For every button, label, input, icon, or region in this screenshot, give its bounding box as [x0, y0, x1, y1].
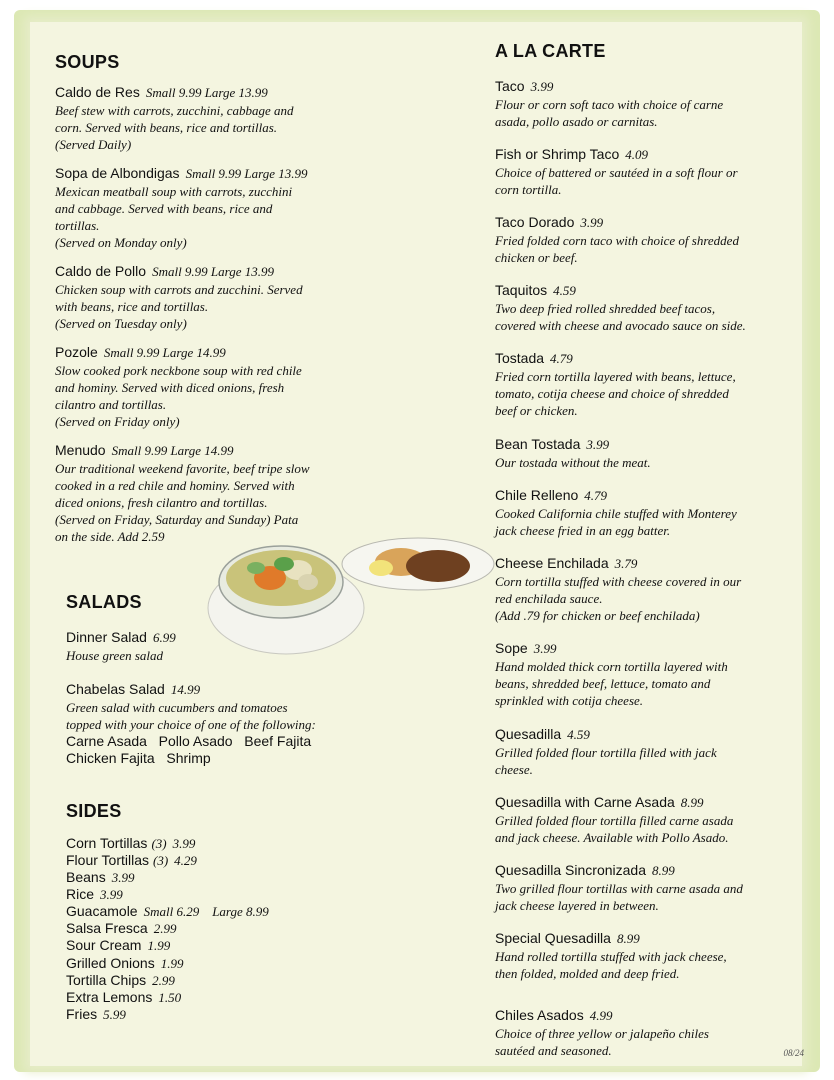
item-price: 3.99 — [586, 437, 610, 452]
item-name: Grilled Onions — [66, 955, 155, 971]
sides-heading: SIDES — [66, 801, 122, 821]
item-name: Salsa Fresca — [66, 920, 148, 936]
side-item — [66, 835, 195, 852]
desc-line: sautéed and seasoned. — [495, 1043, 612, 1058]
desc-line: chicken or beef. — [495, 250, 578, 265]
menu-item — [55, 344, 355, 430]
desc-line: Choice of three yellow or jalapeño chiles — [495, 1026, 709, 1041]
desc-line: (Served on Tuesday only) — [55, 316, 187, 331]
menu-item — [495, 146, 795, 198]
menu-item — [495, 350, 795, 419]
item-description — [495, 880, 795, 914]
desc-line: topped with your choice of one of the following: — [66, 717, 316, 732]
item-description — [495, 505, 795, 539]
item-price: 1.50 — [158, 990, 182, 1005]
desc-line: (Served on Monday only) — [55, 235, 187, 250]
item-price: 8.99 — [651, 863, 675, 878]
item-qty: (3) — [153, 853, 169, 868]
desc-line: Fried folded corn taco with choice of shredded — [495, 233, 739, 248]
desc-line: beef or chicken. — [495, 403, 578, 418]
item-price: Small 9.99 Large 13.99 — [152, 264, 275, 279]
item-price: 4.79 — [550, 351, 573, 366]
item-description — [495, 164, 795, 198]
desc-line: House green salad — [66, 648, 164, 663]
item-price: 8.99 — [680, 795, 704, 810]
item-price: 4.59 — [567, 727, 590, 742]
item-price: 4.09 — [625, 147, 648, 162]
menu-item — [55, 84, 355, 153]
desc-line: Mexican meatball soup with carrots, zucchini — [55, 184, 293, 199]
item-description — [495, 300, 795, 334]
item-name: Sour Cream — [66, 937, 142, 953]
item-name: Caldo de Res — [55, 84, 140, 100]
menu-item — [495, 282, 795, 334]
desc-line: Grilled folded flour tortilla filled with jack — [495, 745, 717, 760]
item-name: Tostada — [495, 350, 545, 366]
desc-line: and jack cheese. Available with Pollo Asado. — [495, 830, 729, 845]
salads-heading: SALADS — [66, 592, 142, 612]
item-description — [495, 1025, 795, 1059]
desc-line: on the side. Add 2.59 — [55, 529, 165, 544]
item-description — [495, 744, 795, 778]
item-name: Fish or Shrimp Taco — [495, 146, 620, 162]
item-name: Guacamole — [66, 903, 138, 919]
side-item — [66, 955, 183, 972]
item-price: Small 9.99 Large 14.99 — [103, 345, 226, 360]
item-description — [495, 368, 795, 419]
side-item — [66, 972, 175, 989]
item-name: Fries — [66, 1006, 98, 1022]
menu-item — [495, 862, 795, 914]
revision-date: 08/24 — [783, 1048, 804, 1058]
menu-item — [495, 640, 795, 709]
item-description — [66, 699, 366, 733]
menu-item — [495, 794, 795, 846]
desc-line: corn. Served with beans, rice and tortillas. — [55, 120, 278, 135]
side-item — [66, 1006, 126, 1023]
salad-option-line: Carne Asada Pollo Asado Beef Fajita — [66, 733, 312, 749]
desc-line: Fried corn tortilla layered with beans, lettuce, — [495, 369, 736, 384]
item-name: Menudo — [55, 442, 106, 458]
desc-line: red enchilada sauce. — [495, 591, 603, 606]
item-name: Flour Tortillas — [66, 852, 149, 868]
item-name: Taco Dorado — [495, 214, 575, 230]
desc-line: Two grilled flour tortillas with carne asada and — [495, 881, 743, 896]
menu-item — [495, 436, 795, 471]
item-price: 4.59 — [553, 283, 576, 298]
desc-line: Chicken soup with carrots and zucchini. Served — [55, 282, 303, 297]
desc-line: Grilled folded flour tortilla filled carne asada — [495, 813, 734, 828]
desc-line: with beans, rice and tortillas. — [55, 299, 209, 314]
item-description — [495, 812, 795, 846]
item-name: Quesadilla with Carne Asada — [495, 794, 675, 810]
desc-line: Two deep fried rolled shredded beef tacos, — [495, 301, 716, 316]
item-name: Extra Lemons — [66, 989, 153, 1005]
item-name: Quesadilla — [495, 726, 562, 742]
item-name: Chile Relleno — [495, 487, 579, 503]
menu-item — [55, 263, 355, 332]
item-name: Dinner Salad — [66, 629, 147, 645]
desc-line: (Served on Friday, Saturday and Sunday) Pata — [55, 512, 299, 527]
menu-item — [495, 555, 795, 624]
desc-line: and cabbage. Served with beans, rice and — [55, 201, 273, 216]
item-name: Tortilla Chips — [66, 972, 147, 988]
item-price: 3.99 — [580, 215, 604, 230]
side-item — [66, 903, 269, 920]
item-name: Cheese Enchilada — [495, 555, 609, 571]
item-price: 3.99 — [100, 887, 123, 902]
item-description — [55, 102, 355, 153]
item-name: Pozole — [55, 344, 98, 360]
item-price: 3.99 — [530, 79, 554, 94]
item-price: 2.99 — [153, 921, 177, 936]
desc-line: tortillas. — [55, 218, 100, 233]
desc-line: (Add .79 for chicken or beef enchilada) — [495, 608, 700, 623]
item-price: 2.99 — [152, 973, 175, 988]
desc-line: then folded, molded and deep fried. — [495, 966, 680, 981]
desc-line: corn tortilla. — [495, 182, 562, 197]
item-price: 3.79 — [614, 556, 638, 571]
item-price: 1.99 — [147, 938, 171, 953]
item-price: 4.29 — [174, 853, 197, 868]
item-name: Special Quesadilla — [495, 930, 611, 946]
item-description — [55, 281, 355, 332]
desc-line: jack cheese layered in between. — [495, 898, 659, 913]
desc-line: covered with cheese and avocado sauce on side. — [495, 318, 746, 333]
desc-line: beans, shredded beef, lettuce, tomato and — [495, 676, 711, 691]
desc-line: Our traditional weekend favorite, beef tripe slow — [55, 461, 310, 476]
item-name: Quesadilla Sincronizada — [495, 862, 646, 878]
desc-line: Corn tortilla stuffed with cheese covered in our — [495, 574, 742, 589]
menu-item — [495, 487, 795, 539]
item-price: 14.99 — [170, 682, 201, 697]
item-name: Sopa de Albondigas — [55, 165, 180, 181]
side-item — [66, 852, 197, 869]
item-price: 3.99 — [111, 870, 135, 885]
item-price: 4.79 — [584, 488, 608, 503]
item-name: Caldo de Pollo — [55, 263, 147, 279]
menu-item — [495, 726, 795, 778]
side-item — [66, 937, 170, 954]
menu-item — [495, 78, 795, 130]
side-item — [66, 886, 123, 903]
desc-line: Green salad with cucumbers and tomatoes — [66, 700, 288, 715]
item-description — [495, 454, 795, 471]
desc-line: (Served Daily) — [55, 137, 132, 152]
item-price: 8.99 — [616, 931, 640, 946]
menu-item — [66, 681, 366, 767]
desc-line: Choice of battered or sautéed in a soft flour or — [495, 165, 738, 180]
desc-line: Slow cooked pork neckbone soup with red chile — [55, 363, 302, 378]
menu-item — [495, 1007, 795, 1059]
desc-line: Cooked California chile stuffed with Monterey — [495, 506, 737, 521]
desc-line: cilantro and tortillas. — [55, 397, 167, 412]
item-name: Corn Tortillas — [66, 835, 148, 851]
desc-line: tomato, cotija cheese and choice of shredded — [495, 386, 729, 401]
item-price: 3.99 — [172, 836, 196, 851]
item-name: Bean Tostada — [495, 436, 581, 452]
desc-line: jack cheese fried in an egg batter. — [495, 523, 671, 538]
food-photo — [206, 530, 496, 660]
desc-line: (Served on Friday only) — [55, 414, 180, 429]
item-name: Rice — [66, 886, 95, 902]
desc-line: cheese. — [495, 762, 533, 777]
item-price: 1.99 — [160, 956, 184, 971]
item-qty: (3) — [151, 836, 167, 851]
desc-line: cooked in a red chile and hominy. Served with — [55, 478, 295, 493]
item-price: Small 9.99 Large 13.99 — [145, 85, 268, 100]
side-item — [66, 920, 176, 937]
desc-line: asada, pollo asado or carnitas. — [495, 114, 658, 129]
item-description — [55, 183, 355, 251]
item-name: Taco — [495, 78, 525, 94]
menu-item — [495, 930, 795, 982]
desc-line: Our tostada without the meat. — [495, 455, 651, 470]
item-price: 5.99 — [103, 1007, 126, 1022]
soups-heading: SOUPS — [55, 52, 120, 72]
side-item — [66, 989, 181, 1006]
item-name: Sope — [495, 640, 528, 656]
item-description — [495, 96, 795, 130]
desc-line: Hand rolled tortilla stuffed with jack cheese, — [495, 949, 727, 964]
item-description — [495, 232, 795, 266]
side-item — [66, 869, 134, 886]
item-name: Taquitos — [495, 282, 548, 298]
item-price: 3.99 — [533, 641, 557, 656]
desc-line: and hominy. Served with diced onions, fresh — [55, 380, 285, 395]
menu-item — [55, 165, 355, 251]
alacarte-heading: A LA CARTE — [495, 41, 606, 61]
item-description — [495, 948, 795, 982]
salad-option-line: Chicken Fajita Shrimp — [66, 750, 211, 766]
item-price: Small 9.99 Large 13.99 — [185, 166, 308, 181]
item-description — [495, 573, 795, 624]
item-price: Small 9.99 Large 14.99 — [111, 443, 234, 458]
item-description — [55, 362, 355, 430]
desc-line: diced onions, fresh cilantro and tortillas. — [55, 495, 268, 510]
item-description — [495, 658, 795, 709]
desc-line: Beef stew with carrots, zucchini, cabbage and — [55, 103, 294, 118]
item-price: 4.99 — [589, 1008, 613, 1023]
desc-line: Flour or corn soft taco with choice of carne — [495, 97, 724, 112]
desc-line: sprinkled with cotija cheese. — [495, 693, 644, 708]
item-price: 6.99 — [152, 630, 176, 645]
desc-line: Hand molded thick corn tortilla layered with — [495, 659, 728, 674]
menu-item — [495, 214, 795, 266]
item-name: Chiles Asados — [495, 1007, 584, 1023]
item-name: Beans — [66, 869, 106, 885]
item-name: Chabelas Salad — [66, 681, 165, 697]
item-price: Small 6.29 Large 8.99 — [143, 904, 269, 919]
